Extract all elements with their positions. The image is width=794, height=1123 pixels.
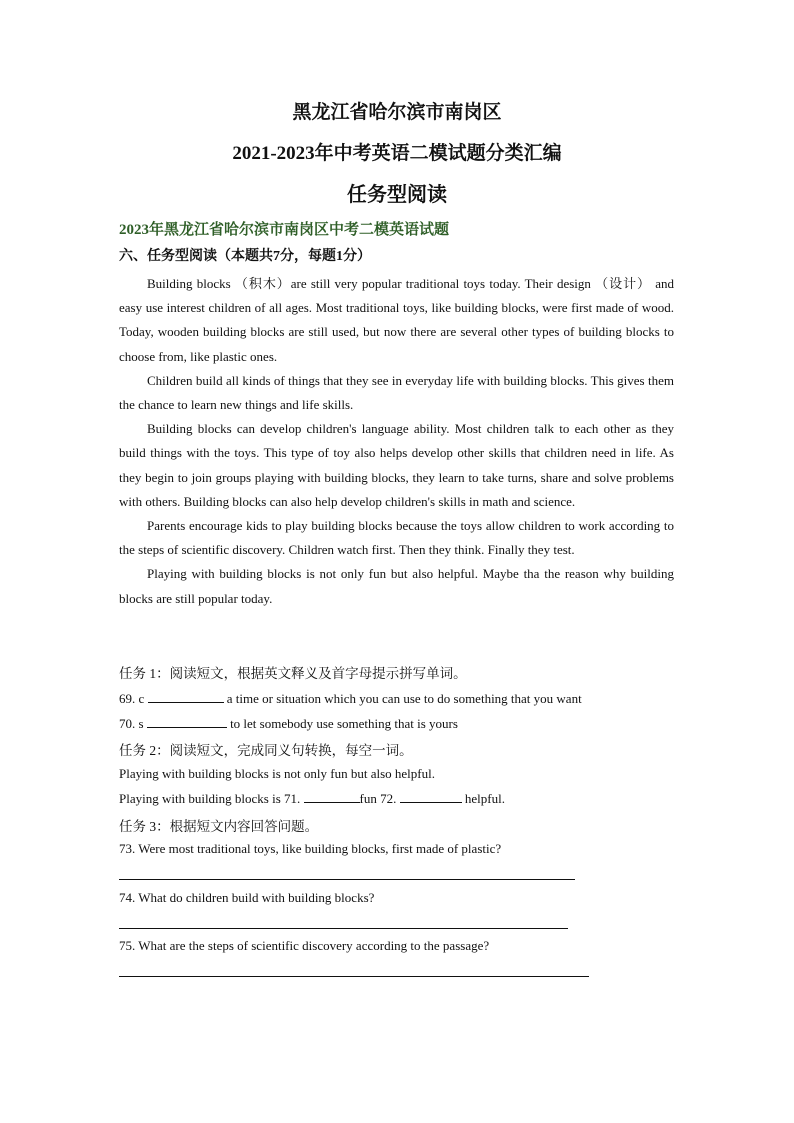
task2-instruction: 任务 2：阅读短文，完成同义句转换，每空一词。 xyxy=(119,743,413,758)
task3-instruction: 任务 3：根据短文内容回答问题。 xyxy=(119,819,319,834)
exam-source-heading: 2023年黑龙江省哈尔滨市南岗区中考二模英语试题 xyxy=(119,222,450,238)
question-73: 73. Were most traditional toys, like building blocks, first made of plastic? xyxy=(119,841,502,856)
q70-blank[interactable] xyxy=(147,715,227,728)
passage-paragraph: Playing with building blocks is not only fun but also helpful. Maybe tha the reason why building blocks are still popular today. xyxy=(119,566,674,606)
passage-paragraph: Building blocks （积木）are still very popular traditional toys today. Their design （设计） and easy use interest children of all ages. Most traditional toys, like building blocks, were first made of wood. Today, wooden building blocks are still used, but now there are several other types of building blocks to choose from, like plastic ones. xyxy=(119,276,674,364)
passage-paragraph: Children build all kinds of things that they see in everyday life with building blocks. This gives them the chance to learn new things and life skills. xyxy=(119,372,674,413)
q72-prefix: fun 72. xyxy=(359,791,397,806)
q73-answer-line[interactable] xyxy=(119,879,575,880)
question-70 xyxy=(119,715,458,732)
q69-blank[interactable] xyxy=(148,690,224,703)
q75-answer-line[interactable] xyxy=(119,976,589,977)
passage-paragraph: Building blocks can develop children's language ability. Most children talk to each other as they build things with the toys. This type of toy also helps develop other skills that children need in life. As they begin to join groups playing with building blocks, they learn to take turns, share and solve problems with others. Building blocks can also help develop children's skills in math and science. xyxy=(119,421,674,509)
rewrite-end: helpful. xyxy=(464,791,505,806)
q70-definition: to let somebody use something that is yours xyxy=(230,716,458,731)
passage-paragraph: Parents encourage kids to play building blocks because the toys allow children to work according to the steps of scientific discovery. Children watch first. Then they think. Finally they test. xyxy=(119,518,674,558)
document-title-line2: 2021-2023年中考英语二模试题分类汇编 xyxy=(232,143,562,164)
question-74: 74. What do children build with building blocks? xyxy=(119,890,375,905)
document-title-line1: 黑龙江省哈尔滨市南岗区 xyxy=(292,102,502,123)
question-69 xyxy=(119,690,582,707)
document-title-line3: 任务型阅读 xyxy=(347,184,447,206)
q69-prefix: 69. c xyxy=(119,691,145,706)
task1-instruction: 任务 1：阅读短文，根据英文释义及首字母提示拼写单词。 xyxy=(119,666,467,681)
task2-original-sentence: Playing with building blocks is not only fun but also helpful. xyxy=(119,766,435,781)
task2-rewrite-sentence xyxy=(119,790,505,807)
q69-definition: a time or situation which you can use to do something that you want xyxy=(226,691,582,706)
reading-passage xyxy=(119,272,674,611)
part-heading: 六、任务型阅读（本题共7分，每题1分） xyxy=(119,249,371,264)
q70-prefix: 70. s xyxy=(119,716,144,731)
q74-answer-line[interactable] xyxy=(119,928,568,929)
q71-prefix: Playing with building blocks is 71. xyxy=(119,791,301,806)
q72-blank[interactable] xyxy=(400,790,462,803)
question-75: 75. What are the steps of scientific discovery according to the passage? xyxy=(119,938,490,953)
q71-blank[interactable] xyxy=(304,790,360,803)
